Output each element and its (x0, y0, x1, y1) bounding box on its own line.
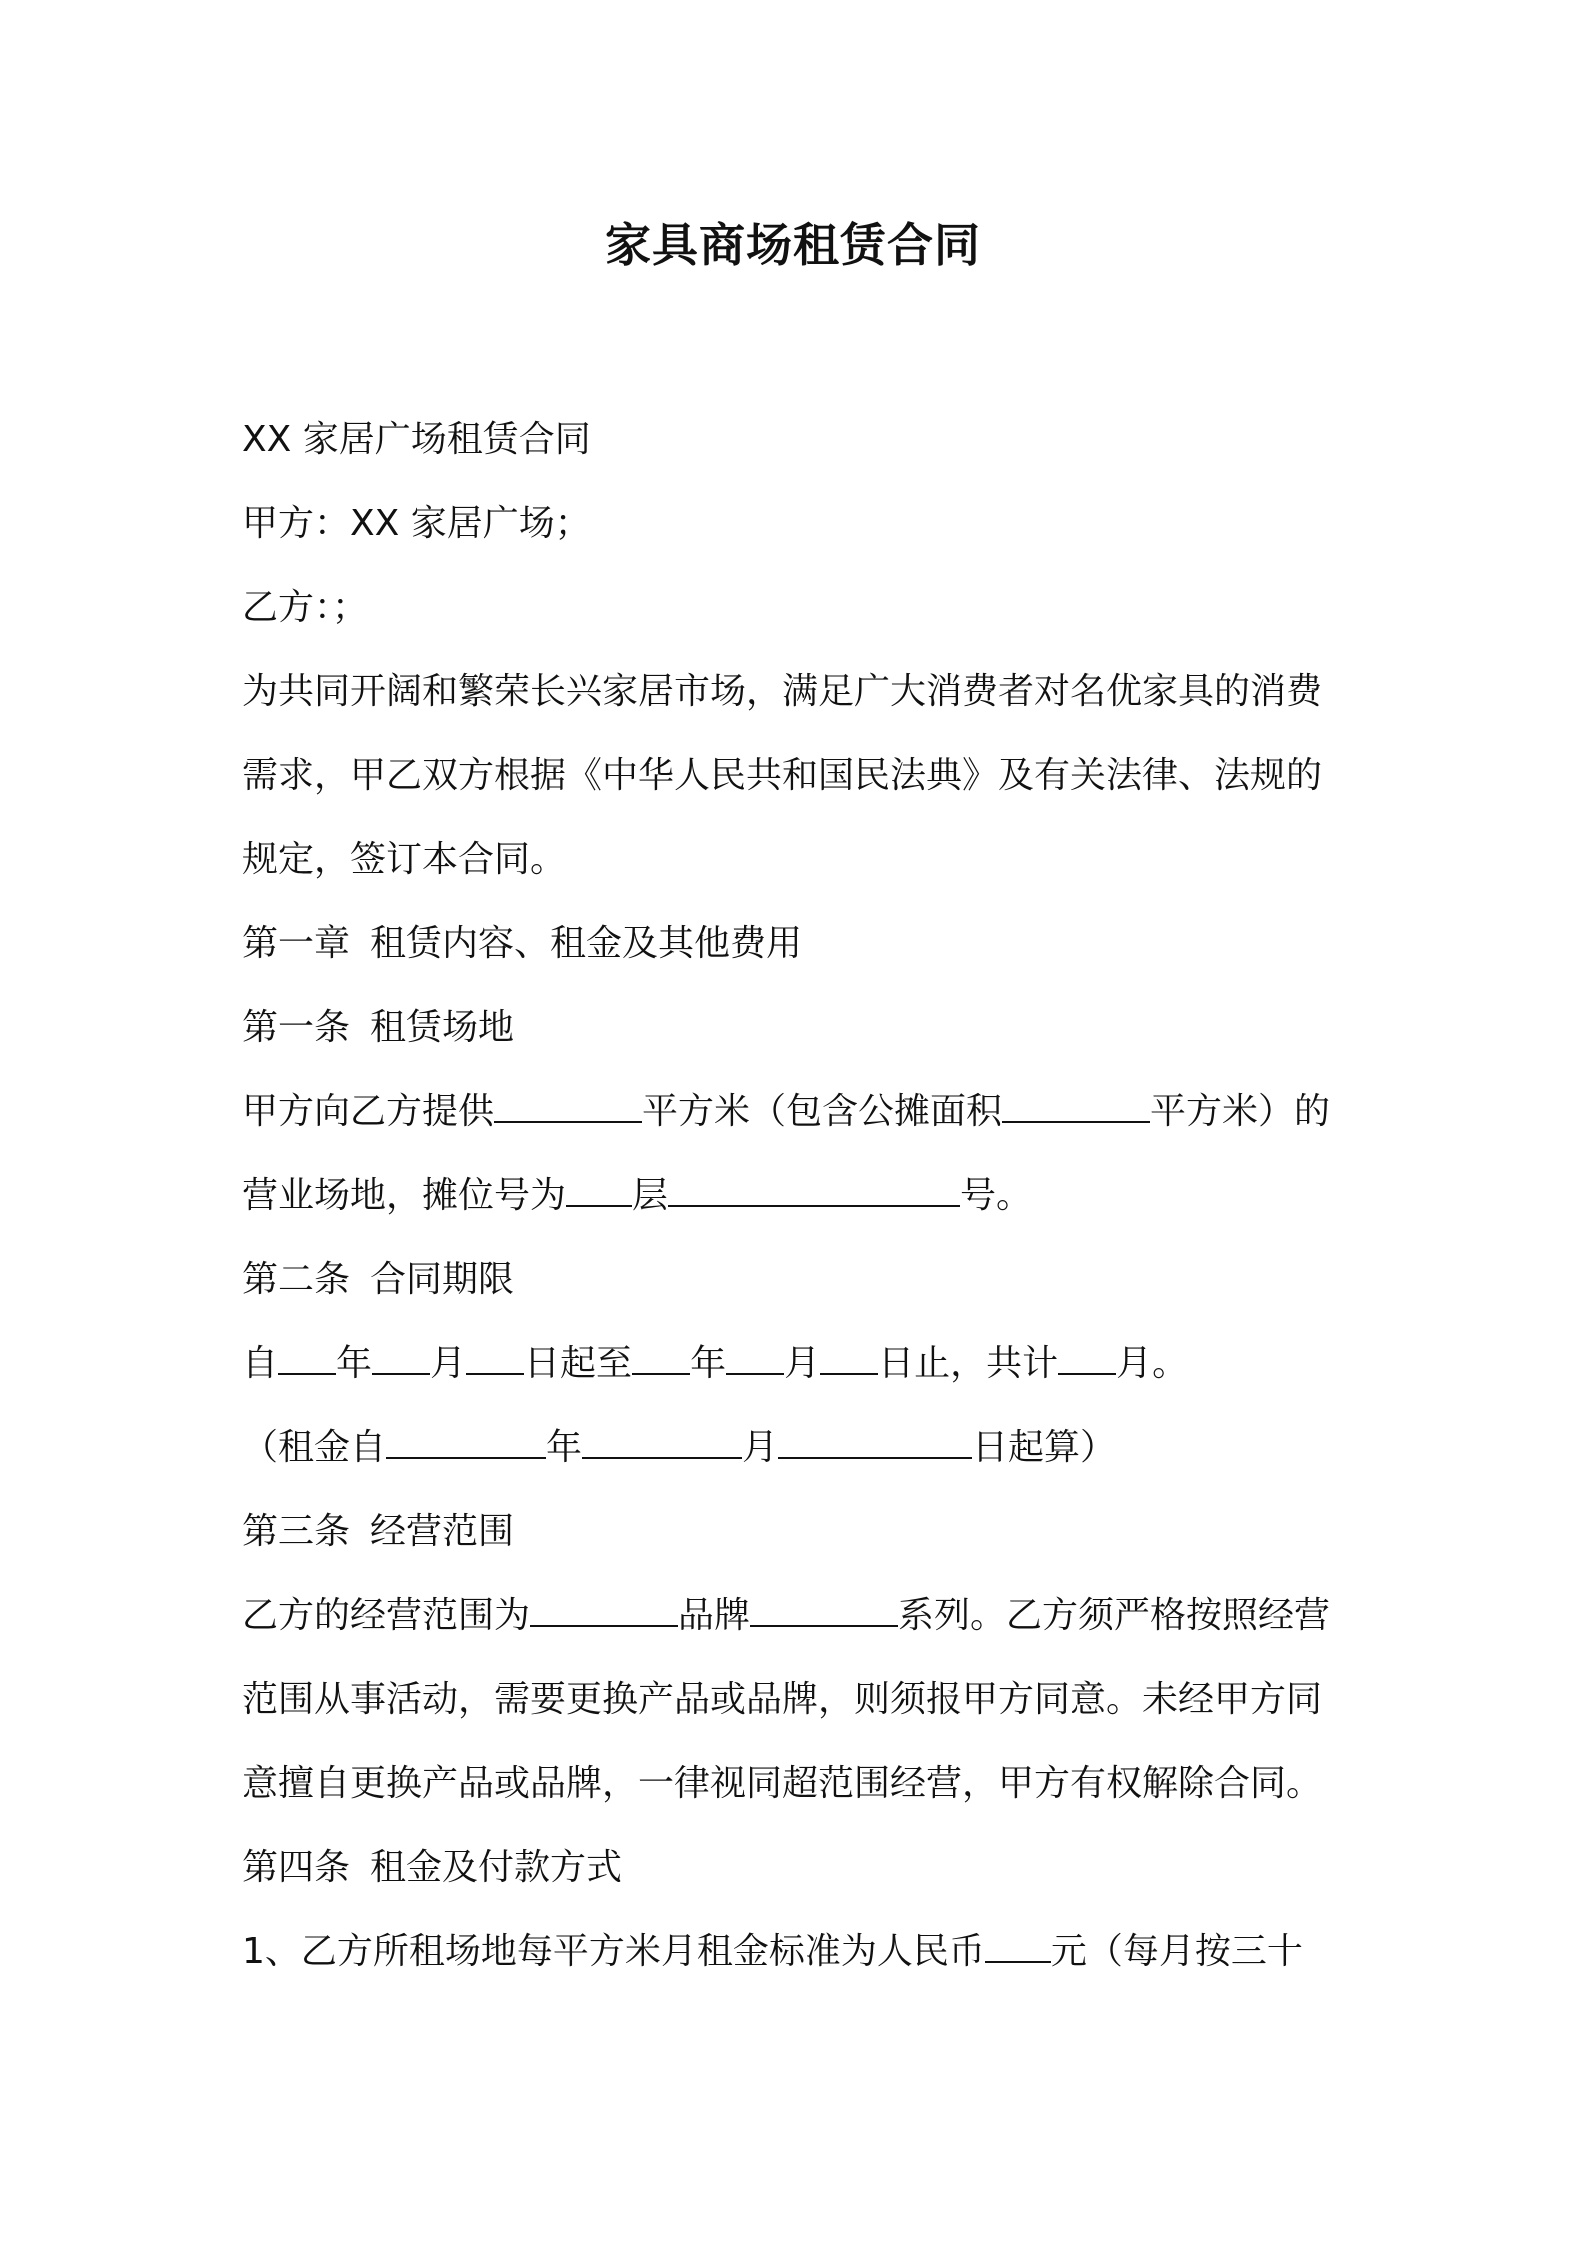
article-number: 第二条 (242, 1259, 351, 1300)
article-4-heading (242, 1826, 1352, 1910)
document-title: 家具商场租赁合同 (605, 218, 981, 272)
text-segment: 月。 (1116, 1343, 1189, 1384)
article-3-heading (242, 1490, 1352, 1574)
blank-rent-price (985, 1931, 1051, 1963)
text-segment: 元（每月按三十 (1050, 1931, 1303, 1972)
blank-start-day (466, 1343, 524, 1375)
party-b: 乙方：； (242, 587, 369, 628)
text-segment: （租金自 (242, 1427, 387, 1468)
text-segment: 年 (546, 1427, 583, 1468)
text-segment: 月 (784, 1343, 821, 1384)
preamble-line-2: 需求，甲乙双方根据《中华人民共和国民法典》及有关法律、法规的 (242, 755, 1323, 796)
blank-area (494, 1091, 642, 1123)
text-segment: 月 (742, 1427, 779, 1468)
blank-series (750, 1595, 898, 1627)
text-segment: 日起至 (524, 1343, 633, 1384)
text-segment: 品牌 (678, 1595, 751, 1636)
text-segment: 年 (336, 1343, 373, 1384)
chapter-number: 第一章 (242, 923, 351, 964)
article-1-line-2 (242, 1154, 1352, 1238)
blank-start-year (278, 1343, 336, 1375)
party-a: 甲方：XX 家居广场； (242, 503, 591, 544)
blank-booth-number (668, 1175, 960, 1207)
text-segment: 平方米（包含公摊面积 (642, 1091, 1003, 1132)
contract-subtitle: XX 家居广场租赁合同 (242, 419, 591, 460)
text-segment: 日起算） (972, 1427, 1117, 1468)
text-segment: 自 (242, 1343, 279, 1384)
article-number: 第三条 (242, 1511, 351, 1552)
article-2-line-1 (242, 1322, 1352, 1406)
article-2-heading (242, 1238, 1352, 1322)
text-segment: 层 (632, 1175, 669, 1216)
article-4-line-1 (242, 1910, 1352, 1994)
text-segment: 月 (430, 1343, 467, 1384)
document-body (242, 398, 1352, 1994)
blank-shared-area (1002, 1091, 1150, 1123)
blank-rent-month (582, 1427, 742, 1459)
article-number: 第四条 (242, 1847, 351, 1888)
blank-rent-year (386, 1427, 546, 1459)
blank-rent-day (778, 1427, 972, 1459)
article-title: 经营范围 (370, 1511, 515, 1552)
article-title: 合同期限 (370, 1259, 515, 1300)
blank-end-day (820, 1343, 878, 1375)
text-segment: 系列。乙方须严格按照经营 (898, 1595, 1331, 1636)
blank-end-year (632, 1343, 690, 1375)
text-segment: 营业场地，摊位号为 (242, 1175, 567, 1216)
preamble-line-1: 为共同开阔和繁荣长兴家居市场，满足广大消费者对名优家具的消费 (242, 671, 1323, 712)
blank-start-month (372, 1343, 430, 1375)
article-1-line-1 (242, 1070, 1352, 1154)
article-title: 租赁场地 (370, 1007, 515, 1048)
article-3-line-3: 意擅自更换产品或品牌，一律视同超范围经营，甲方有权解除合同。 (242, 1763, 1323, 1804)
text-segment: 年 (690, 1343, 727, 1384)
blank-floor (566, 1175, 632, 1207)
article-title: 租金及付款方式 (370, 1847, 623, 1888)
blank-brand (530, 1595, 678, 1627)
text-segment: 甲方向乙方提供 (242, 1091, 495, 1132)
article-number: 第一条 (242, 1007, 351, 1048)
blank-end-month (726, 1343, 784, 1375)
text-segment: 日止，共计 (878, 1343, 1059, 1384)
article-1-heading (242, 986, 1352, 1070)
text-segment: 平方米）的 (1150, 1091, 1331, 1132)
blank-total-months (1058, 1343, 1116, 1375)
text-segment: 1、乙方所租场地每平方米月租金标准为人民币 (242, 1931, 985, 1972)
text-segment: 号。 (960, 1175, 1033, 1216)
text-segment: 乙方的经营范围为 (242, 1595, 531, 1636)
article-2-line-2 (242, 1406, 1352, 1490)
preamble-line-3: 规定，签订本合同。 (242, 839, 567, 880)
article-3-line-2: 范围从事活动，需要更换产品或品牌，则须报甲方同意。未经甲方同 (242, 1679, 1323, 1720)
chapter-1-heading (242, 902, 1352, 986)
chapter-title: 租赁内容、租金及其他费用 (370, 923, 803, 964)
article-3-line-1 (242, 1574, 1352, 1658)
